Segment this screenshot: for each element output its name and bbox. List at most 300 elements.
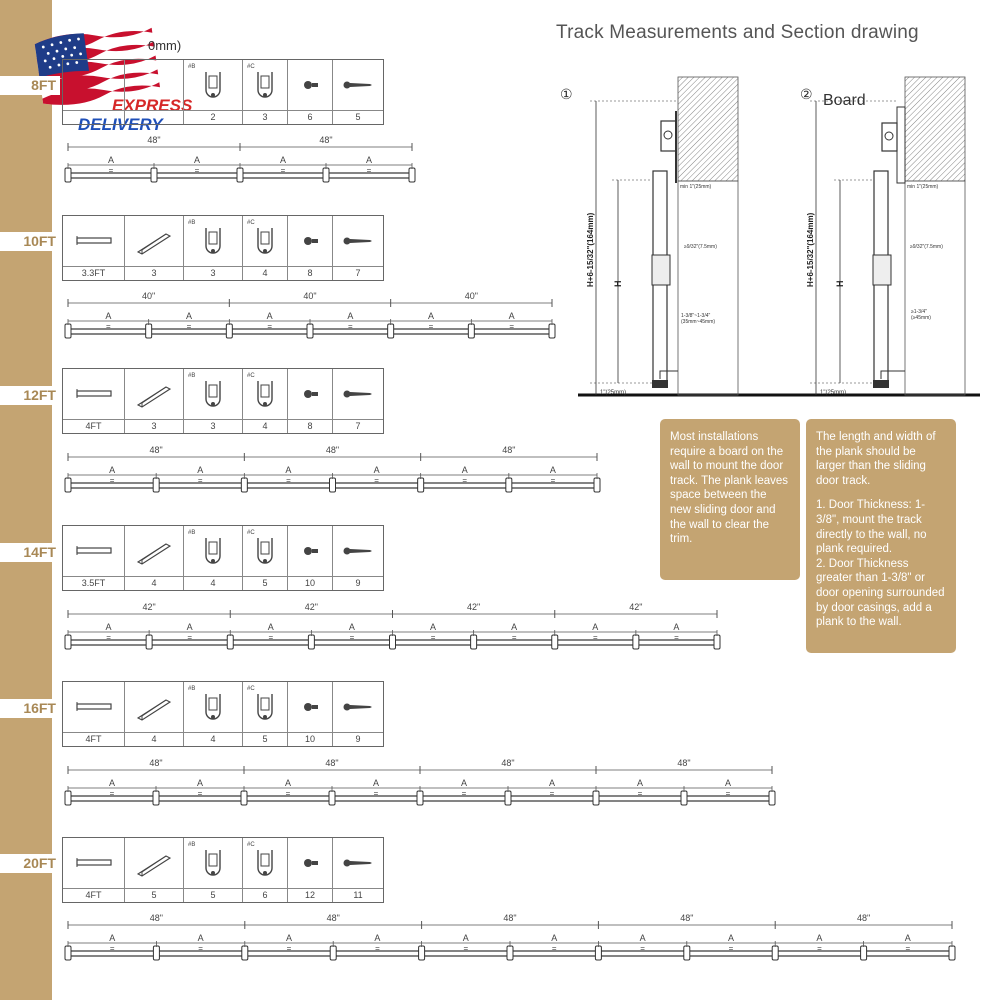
screw-icon — [338, 377, 378, 411]
segment-label: A — [592, 622, 599, 632]
size-label-20ft: 20FT — [0, 854, 60, 873]
segment-label: A — [197, 933, 204, 943]
part-count: 3 — [184, 266, 242, 280]
door-handle-2 — [873, 255, 891, 285]
part-count: 4 — [184, 732, 242, 746]
segment-label: A — [197, 465, 204, 475]
equal-mark: = — [198, 944, 203, 953]
rail-row — [62, 600, 723, 650]
hanger-mark — [505, 791, 511, 805]
segment-label: A — [904, 933, 911, 943]
rail-diagram — [62, 443, 603, 498]
rail-row — [62, 911, 958, 961]
equal-mark: = — [637, 789, 643, 798]
partial-heading: 0mm) — [148, 38, 182, 53]
part-count: 3 — [243, 110, 287, 124]
hanger-c-icon — [245, 377, 285, 411]
segment-label: A — [430, 622, 437, 632]
hanger-mark — [949, 946, 955, 960]
equal-mark: = — [640, 944, 645, 953]
span-label: 42" — [467, 602, 481, 612]
parts-cell — [288, 216, 333, 280]
parts-cell — [333, 682, 383, 746]
equal-mark: = — [430, 633, 436, 642]
equal-mark: = — [509, 322, 515, 331]
part-count: 7 — [333, 266, 383, 280]
part-count: 4FT — [63, 888, 124, 902]
hanger-mark — [237, 168, 243, 182]
part-b-label: #B — [188, 842, 196, 848]
track-bracket — [661, 121, 676, 151]
rail-row — [62, 756, 778, 806]
gap-label-1: ≥9/32"(7.5mm) — [684, 244, 717, 250]
section-2 — [800, 77, 965, 396]
hanger-mark — [330, 946, 336, 960]
section-1 — [560, 77, 738, 396]
equal-mark: = — [108, 166, 114, 175]
parts-table — [62, 59, 384, 125]
track-connector-icon — [134, 690, 174, 724]
part-count: 6 — [243, 888, 287, 902]
segment-label: A — [109, 465, 116, 475]
equal-mark: = — [592, 633, 598, 642]
span-label: 48" — [326, 913, 340, 923]
segment-label: A — [816, 933, 823, 943]
track-connector-icon — [134, 534, 174, 568]
rail-track-icon — [74, 377, 114, 411]
equal-mark: = — [286, 476, 291, 485]
part-c-label: #C — [247, 373, 255, 379]
parts-cell — [243, 682, 288, 746]
equal-mark: = — [374, 476, 379, 485]
height-label-2: H — [835, 280, 845, 287]
size-label-12ft: 12FT — [0, 386, 60, 405]
span-label: 40" — [142, 291, 156, 301]
hanger-b-icon — [193, 68, 233, 102]
segment-label: A — [673, 622, 680, 632]
rail-row — [62, 289, 558, 339]
info-right-intro: The length and width of the plank should be larger than the sliding door track. — [816, 431, 936, 487]
hanger-mark — [684, 946, 690, 960]
segment-label: A — [105, 311, 112, 321]
segment-label: A — [285, 933, 293, 943]
equal-mark: = — [280, 166, 286, 175]
part-count: 12 — [288, 888, 332, 902]
hanger-mark — [506, 478, 512, 492]
hanger-mark — [594, 478, 600, 492]
equal-mark: = — [186, 322, 192, 331]
track-bracket-2 — [882, 123, 897, 151]
hanger-mark — [471, 635, 477, 649]
total-height-label-2: H+6-15/32"(164mm) — [806, 212, 815, 287]
segment-label: A — [193, 155, 201, 165]
hanger-mark — [633, 635, 639, 649]
segment-label: A — [636, 778, 644, 788]
part-count: 4FT — [63, 732, 124, 746]
parts-cell — [288, 526, 333, 590]
hanger-mark — [65, 946, 71, 960]
board-plank — [897, 107, 905, 183]
equal-mark: = — [187, 633, 193, 642]
parts-table — [62, 368, 384, 434]
equal-mark: = — [197, 476, 203, 485]
span-label: 48" — [149, 758, 163, 768]
parts-cell — [63, 526, 125, 590]
parts-cell — [125, 838, 184, 902]
parts-cell — [288, 369, 333, 433]
hanger-mark — [153, 791, 159, 805]
part-b-label: #B — [188, 686, 196, 692]
segment-label: A — [348, 622, 355, 632]
parts-cell — [125, 60, 184, 124]
bolt-icon — [290, 846, 330, 880]
parts-cell — [243, 60, 288, 124]
part-count: 8 — [288, 419, 332, 433]
hanger-mark — [65, 478, 71, 492]
hanger-c-icon — [245, 68, 285, 102]
part-count: 5 — [243, 576, 287, 590]
span-label: 48" — [319, 135, 333, 145]
hanger-c-icon — [245, 846, 285, 880]
part-count: 5 — [125, 888, 183, 902]
part-b-label: #B — [188, 530, 196, 536]
equal-mark: = — [549, 789, 555, 798]
screw-icon — [338, 846, 378, 880]
parts-cell — [125, 216, 184, 280]
min-gap-label-1: min 1"(25mm) — [680, 184, 712, 190]
parts-cell — [63, 216, 125, 280]
parts-cell — [243, 838, 288, 902]
parts-cell — [184, 682, 243, 746]
part-count: 3 — [184, 419, 242, 433]
equal-mark: = — [286, 944, 292, 953]
segment-label: A — [551, 933, 558, 943]
parts-cell — [184, 838, 243, 902]
equal-mark: = — [728, 944, 734, 953]
part-b-label: #B — [188, 220, 196, 226]
wall-lower-2 — [905, 181, 965, 395]
parts-table — [62, 215, 384, 281]
part-count: 10 — [288, 732, 332, 746]
hanger-mark — [65, 324, 71, 338]
equal-mark: = — [550, 476, 556, 485]
segment-label: A — [105, 622, 112, 632]
screw-icon — [338, 68, 378, 102]
segment-label: A — [186, 622, 193, 632]
parts-cell — [63, 838, 125, 902]
segment-label: A — [427, 311, 435, 321]
hanger-mark — [330, 478, 336, 492]
equal-mark: = — [366, 166, 372, 175]
thickness-mm-label-2: (≥45mm) — [911, 315, 931, 321]
rail-diagram — [62, 911, 958, 966]
hanger-mark — [390, 635, 396, 649]
equal-mark: = — [462, 476, 468, 485]
hanger-b-icon — [193, 846, 233, 880]
segment-label: A — [372, 778, 380, 788]
span-label: 42" — [629, 602, 643, 612]
parts-cell — [184, 526, 243, 590]
hanger-mark — [146, 635, 152, 649]
screw-icon — [338, 224, 378, 258]
segment-label: A — [373, 465, 380, 475]
info-box-right — [806, 419, 956, 653]
equal-mark: = — [285, 789, 291, 798]
hanger-mark — [151, 168, 157, 182]
track-connector-icon — [134, 846, 174, 880]
total-height-label-1: H+6-15/32"(164mm) — [586, 212, 595, 287]
equal-mark: = — [349, 633, 355, 642]
hanger-mark — [329, 791, 335, 805]
segment-label: A — [508, 311, 515, 321]
rail-track-icon — [74, 690, 114, 724]
door-handle — [652, 255, 670, 285]
part-count: 5 — [184, 888, 242, 902]
part-count: 3 — [125, 419, 183, 433]
segment-label: A — [460, 778, 468, 788]
parts-cell — [333, 369, 383, 433]
hanger-c-icon — [245, 224, 285, 258]
equal-mark: = — [268, 633, 274, 642]
equal-mark: = — [725, 789, 731, 798]
segment-label: A — [266, 311, 273, 321]
equal-mark: = — [109, 789, 115, 798]
segment-label: A — [461, 465, 468, 475]
span-label: 48" — [503, 913, 517, 923]
thickness-label-2: ≥1-3/4" — [911, 309, 927, 315]
part-c-label: #C — [247, 64, 255, 70]
parts-cell — [333, 838, 383, 902]
hanger-mark — [769, 791, 775, 805]
part-count: 10 — [288, 576, 332, 590]
equal-mark: = — [105, 322, 111, 331]
hanger-mark — [549, 324, 555, 338]
equal-mark: = — [347, 322, 353, 331]
info-right-item-1: 1. Door Thickness: 1-3/8", mount the track directly to the wall, no plank required. — [816, 499, 927, 556]
part-count: 3.3FT — [63, 266, 124, 280]
hanger-b-icon — [193, 224, 233, 258]
floor-gap-label-1: 1"(25mm) — [600, 390, 627, 396]
hanger-mark — [241, 791, 247, 805]
equal-mark: = — [463, 944, 469, 953]
track-connector-icon — [134, 377, 174, 411]
screw-icon — [338, 534, 378, 568]
thickness-label-1: 1-3/8"~1-3/4" — [681, 313, 711, 319]
hanger-mark — [388, 324, 394, 338]
span-label: 48" — [680, 913, 694, 923]
span-label: 48" — [501, 758, 515, 768]
bolt-icon — [290, 534, 330, 568]
equal-mark: = — [511, 633, 517, 642]
hanger-mark — [861, 946, 867, 960]
span-label: 48" — [149, 445, 163, 455]
segment-label: A — [107, 155, 115, 165]
equal-mark: = — [109, 476, 115, 485]
equal-mark: = — [674, 633, 679, 642]
equal-mark: = — [817, 944, 822, 953]
parts-cell — [125, 369, 184, 433]
parts-cell — [333, 216, 383, 280]
rail-diagram — [62, 600, 723, 655]
badge-express: EXPRESS — [112, 96, 193, 115]
bolt-icon — [290, 224, 330, 258]
equal-mark: = — [267, 322, 273, 331]
segment-label: A — [279, 155, 287, 165]
section-drawing — [560, 75, 980, 405]
parts-cell — [288, 682, 333, 746]
parts-cell — [184, 369, 243, 433]
rail-track-icon — [74, 224, 114, 258]
equal-mark: = — [194, 166, 200, 175]
parts-cell — [288, 60, 333, 124]
segment-label: A — [108, 778, 116, 788]
part-count: 4 — [125, 576, 183, 590]
board-label: Board — [823, 92, 866, 109]
hanger-mark — [714, 635, 720, 649]
parts-cell — [184, 216, 243, 280]
segment-label: A — [548, 778, 556, 788]
hanger-mark — [241, 478, 247, 492]
rail-track-icon — [74, 846, 114, 880]
size-label-14ft: 14FT — [0, 543, 60, 562]
bolt-icon — [290, 377, 330, 411]
hanger-mark — [419, 946, 425, 960]
hanger-mark — [308, 635, 314, 649]
part-count: 4 — [125, 732, 183, 746]
hanger-mark — [507, 946, 513, 960]
equal-mark: = — [375, 944, 380, 953]
hanger-b-icon — [193, 377, 233, 411]
min-gap-label-2: min 1"(25mm) — [907, 184, 939, 190]
part-b-label: #B — [188, 64, 196, 70]
part-count — [63, 110, 124, 124]
segment-label: A — [374, 933, 381, 943]
hanger-mark — [226, 324, 232, 338]
floor-gap-label-2: 1"(25mm) — [820, 390, 847, 396]
parts-cell — [333, 526, 383, 590]
part-count — [125, 110, 183, 124]
span-label: 48" — [856, 913, 871, 923]
hanger-mark — [65, 791, 71, 805]
parts-cell — [125, 526, 184, 590]
segment-label: A — [639, 933, 646, 943]
part-count: 3 — [125, 266, 183, 280]
parts-table — [62, 837, 384, 903]
hanger-mark — [242, 946, 248, 960]
size-label-10ft: 10FT — [0, 232, 60, 251]
size-label-16ft: 16FT — [0, 699, 60, 718]
equal-mark: = — [905, 944, 911, 953]
parts-cell — [63, 369, 125, 433]
part-b-label: #B — [188, 373, 196, 379]
hanger-mark — [595, 946, 601, 960]
bolt-icon — [290, 690, 330, 724]
hanger-mark — [227, 635, 233, 649]
span-label: 48" — [325, 445, 340, 455]
parts-cell — [243, 526, 288, 590]
size-label-8ft: 8FT — [0, 76, 60, 95]
equal-mark: = — [109, 944, 115, 953]
span-label: 48" — [677, 758, 691, 768]
hanger-mark — [307, 324, 313, 338]
segment-label: A — [284, 778, 292, 788]
parts-cell — [184, 60, 243, 124]
hanger-mark — [323, 168, 329, 182]
hanger-mark — [417, 791, 423, 805]
hanger-mark — [681, 791, 687, 805]
part-c-label: #C — [247, 842, 255, 848]
span-label: 42" — [142, 602, 156, 612]
track-connector-icon — [134, 224, 174, 258]
hanger-mark — [65, 168, 71, 182]
segment-label: A — [549, 465, 556, 475]
part-count: 4FT — [63, 419, 124, 433]
segment-label: A — [462, 933, 469, 943]
parts-cell — [243, 369, 288, 433]
equal-mark: = — [106, 633, 111, 642]
part-count: 2 — [184, 110, 242, 124]
segment-label: A — [347, 311, 354, 321]
span-label: 48" — [149, 913, 164, 923]
hanger-b-icon — [193, 690, 233, 724]
span-label: 40" — [464, 291, 478, 301]
hanger-mark — [552, 635, 558, 649]
hanger-mark — [65, 635, 71, 649]
part-count: 7 — [333, 419, 383, 433]
segment-label: A — [727, 933, 735, 943]
parts-cell — [243, 216, 288, 280]
height-label-1: H — [613, 280, 623, 287]
part-count: 5 — [333, 110, 383, 124]
parts-cell — [333, 60, 383, 124]
hanger-mark — [146, 324, 152, 338]
part-count: 4 — [243, 419, 287, 433]
part-c-label: #C — [247, 686, 255, 692]
part-count: 5 — [243, 732, 287, 746]
hanger-b-icon — [193, 534, 233, 568]
equal-mark: = — [373, 789, 379, 798]
part-count: 11 — [333, 888, 383, 902]
hanger-mark — [418, 478, 424, 492]
rail-diagram — [62, 289, 558, 344]
hanger-mark — [409, 168, 415, 182]
rail-row — [62, 133, 418, 183]
equal-mark: = — [197, 789, 203, 798]
part-count: 9 — [333, 576, 383, 590]
parts-table — [62, 525, 384, 591]
wall-lower — [678, 181, 738, 395]
span-label: 48" — [147, 135, 161, 145]
span-label: 48" — [502, 445, 516, 455]
hanger-mark — [153, 946, 159, 960]
segment-label: A — [724, 778, 732, 788]
rail-diagram — [62, 133, 418, 188]
equal-mark: = — [428, 322, 434, 331]
info-box-left — [660, 419, 800, 580]
parts-table — [62, 681, 384, 747]
parts-cell — [63, 682, 125, 746]
part-c-label: #C — [247, 220, 255, 226]
info-left-text: Most installations require a board on the wall to mount the door track. The plank leaves space between the new sliding door and the wall to clear the trim. — [670, 431, 789, 546]
hanger-mark — [153, 478, 159, 492]
page-title: Track Measurements and Section drawing — [556, 22, 919, 43]
badge-delivery: DELIVERY — [78, 115, 163, 134]
segment-label: A — [267, 622, 274, 632]
section-2-number: ② — [800, 86, 813, 102]
part-count: 9 — [333, 732, 383, 746]
span-label: 42" — [304, 602, 318, 612]
segment-label: A — [196, 778, 204, 788]
